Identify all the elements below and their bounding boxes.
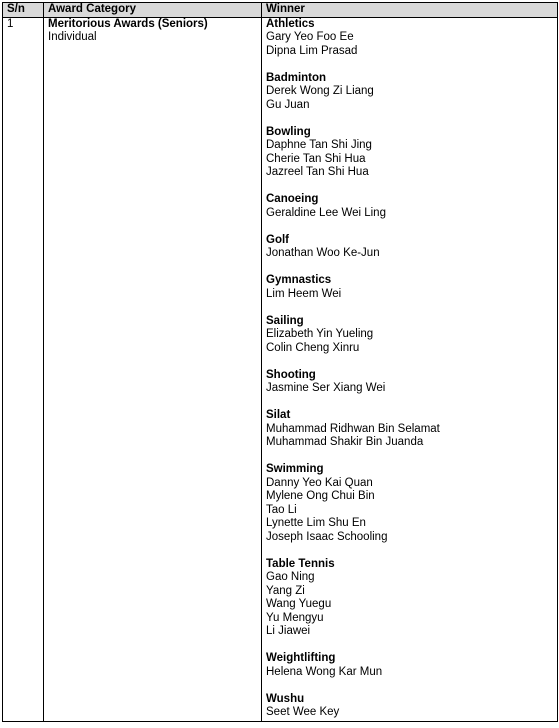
sport-name: Sailing xyxy=(266,314,304,327)
winner-name: Jonathan Woo Ke-Jun xyxy=(266,247,380,259)
row-award-category xyxy=(44,17,262,721)
sport-name: Gymnastics xyxy=(266,274,332,286)
awards-table-container xyxy=(2,2,558,722)
sport-group xyxy=(266,126,553,180)
header-award-category: Award Category xyxy=(44,3,262,18)
sport-group xyxy=(266,315,553,356)
sport-name: Bowling xyxy=(266,125,311,138)
sport-group xyxy=(266,409,553,450)
sport-group xyxy=(266,234,553,261)
winner-name: Joseph Isaac Schooling xyxy=(266,530,388,543)
sport-name: Badminton xyxy=(266,71,327,84)
winner-name: Lynette Lim Shu En xyxy=(266,517,366,529)
sport-name: Shooting xyxy=(266,368,316,381)
winner-name: Muhammad Shakir Bin Juanda xyxy=(266,436,424,448)
winner-name: Cherie Tan Shi Hua xyxy=(266,152,366,165)
winner-name: Daphne Tan Shi Jing xyxy=(266,139,372,151)
winner-name: Jasmine Ser Xiang Wei xyxy=(266,382,386,394)
sport-group xyxy=(266,193,553,220)
sport-name: Weightlifting xyxy=(266,652,336,664)
winner-name: Derek Wong Zi Liang xyxy=(266,85,374,97)
winner-name: Gary Yeo Foo Ee xyxy=(266,31,354,43)
sport-group xyxy=(266,558,553,639)
sport-group xyxy=(266,72,553,113)
winner-name: Danny Yeo Kai Quan xyxy=(266,476,373,489)
winner-name: Yang Zi xyxy=(266,584,305,597)
header-row xyxy=(3,3,558,18)
sport-name: Athletics xyxy=(266,17,315,30)
winner-name: Lim Heem Wei xyxy=(266,287,342,300)
winner-name: Gu Juan xyxy=(266,98,310,111)
sport-group xyxy=(266,18,553,59)
sport-group xyxy=(266,369,553,396)
winner-name: Li Jiawei xyxy=(266,625,311,637)
sport-group xyxy=(266,463,553,544)
sport-name: Table Tennis xyxy=(266,557,335,570)
winner-name: Wang Yuegu xyxy=(266,598,332,610)
sport-name: Golf xyxy=(266,233,289,246)
sport-name: Swimming xyxy=(266,463,324,475)
winner-name: Gao Ning xyxy=(266,571,315,583)
table-header xyxy=(3,3,558,18)
award-category-title: Meritorious Awards (Seniors) xyxy=(48,17,208,30)
sport-group xyxy=(266,274,553,301)
sport-group xyxy=(266,652,553,679)
award-category-type: Individual xyxy=(48,31,97,43)
winner-name: Mylene Ong Chui Bin xyxy=(266,490,375,502)
awards-table xyxy=(2,2,558,722)
winner-name: Helena Wong Kar Mun xyxy=(266,665,383,678)
table-row xyxy=(3,17,558,721)
sport-name: Canoeing xyxy=(266,193,319,205)
winner-name: Geraldine Lee Wei Ling xyxy=(266,206,386,219)
winner-name: Dipna Lim Prasad xyxy=(266,44,358,57)
winner-name: Jazreel Tan Shi Hua xyxy=(266,166,369,178)
sport-group xyxy=(266,693,553,720)
header-sn: S/n xyxy=(3,3,44,18)
winner-name: Elizabeth Yin Yueling xyxy=(266,328,374,340)
sport-name: Silat xyxy=(266,409,291,421)
winner-name: Yu Mengyu xyxy=(266,611,324,624)
winner-name: Tao Li xyxy=(266,503,297,516)
row-sn: 1 xyxy=(3,17,44,721)
winner-name: Muhammad Ridhwan Bin Selamat xyxy=(266,422,440,435)
winner-name: Colin Cheng Xinru xyxy=(266,341,360,354)
row-winners xyxy=(262,17,558,721)
header-winner: Winner xyxy=(262,3,558,18)
winner-name: Seet Wee Key xyxy=(266,706,340,718)
sport-name: Wushu xyxy=(266,692,305,705)
table-body xyxy=(3,17,558,721)
